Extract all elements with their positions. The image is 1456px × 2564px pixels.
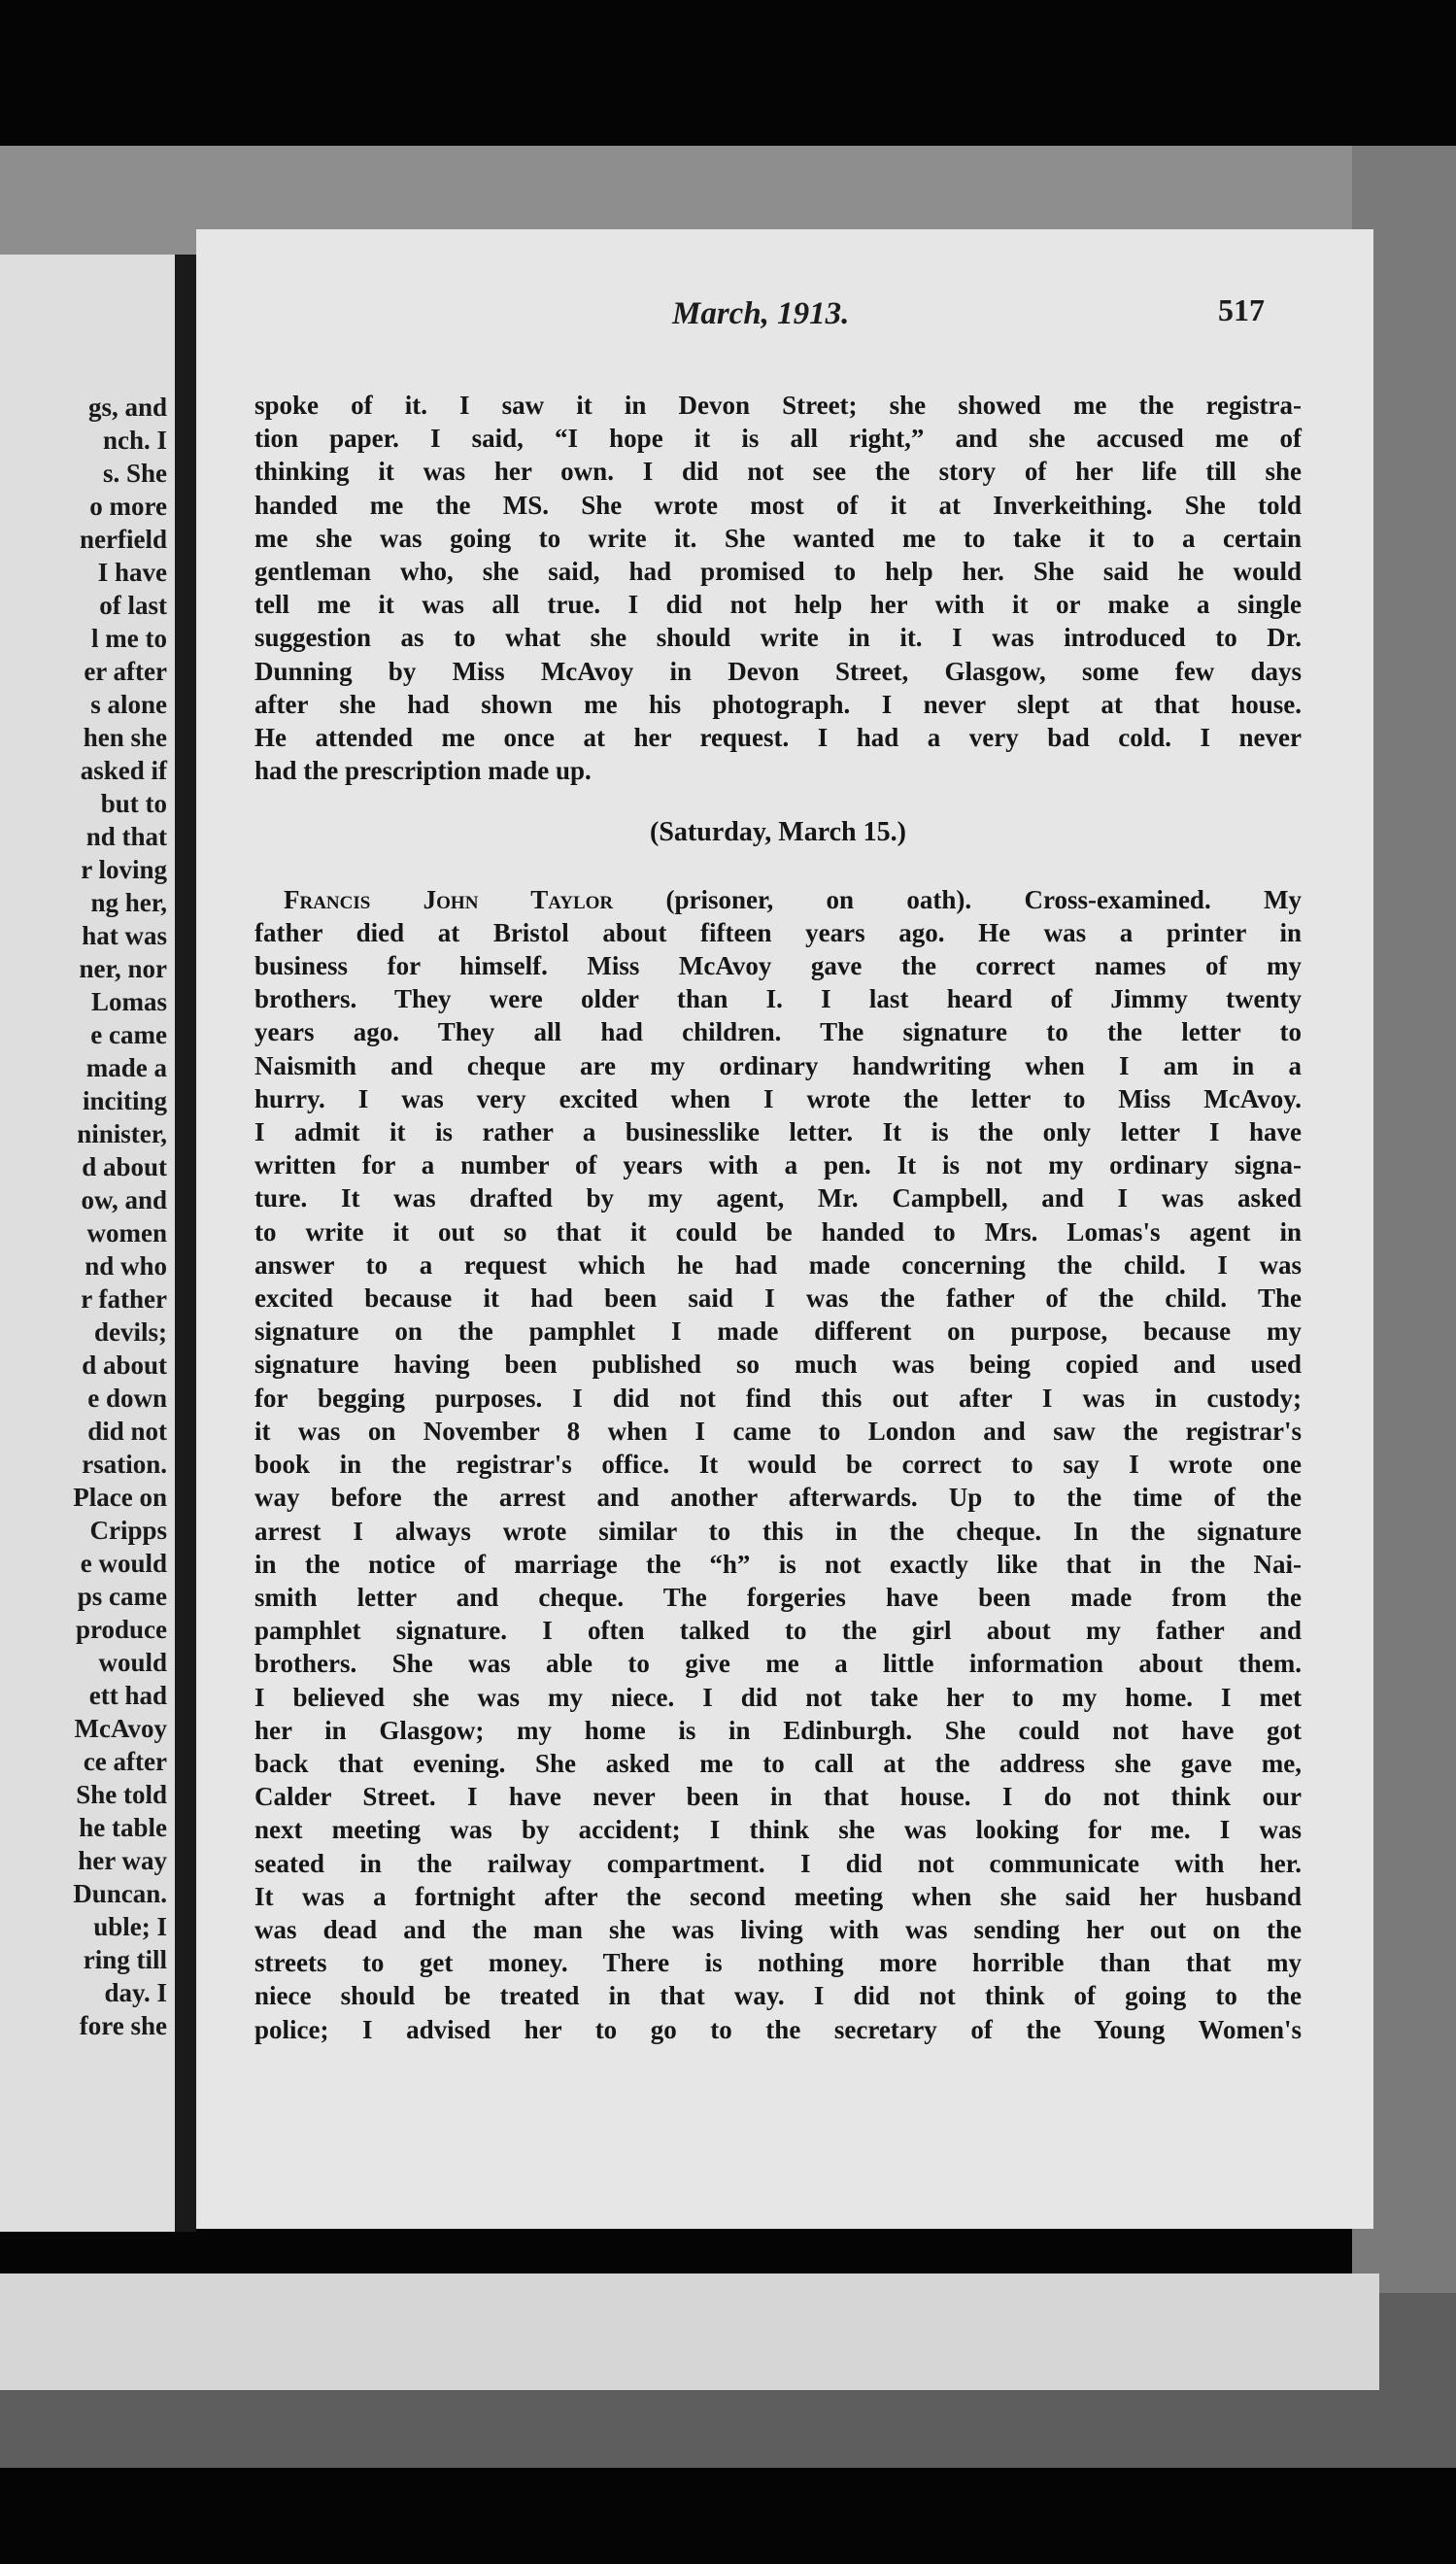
left-page-line: nd who (85, 1251, 167, 1281)
text-line: pamphlet signature. I often talked to the girl about my father and (254, 1616, 1302, 1646)
text-line: next meeting was by accident; I think she was looking for me. I was (254, 1815, 1302, 1845)
left-page-line: Cripps (89, 1516, 167, 1545)
text-line: after she had shown me his photograph. I never slept at that house. (254, 689, 1302, 719)
text-line: He attended me once at her request. I had a very bad cold. I never (254, 723, 1302, 753)
text-line: father died at Bristol about fifteen years ago. He was a printer in (254, 917, 1302, 947)
left-page-line: ng her, (90, 888, 167, 917)
left-page-line: nerfield (80, 525, 167, 554)
text-line: was dead and the man she was living with was sending her out on the (254, 1914, 1302, 1944)
text-line: arrest I always wrote similar to this in the cheque. In the signature (254, 1516, 1302, 1546)
text-line: excited because it had been said I was the father of the child. The (254, 1283, 1302, 1314)
book-gutter (175, 255, 196, 2232)
left-page-line: ring till (83, 1945, 167, 1974)
text-line: tell me it was all true. I did not help her with it or make a single (254, 590, 1302, 620)
left-page-line: l me to (91, 624, 167, 653)
text-line: seated in the railway compartment. I did not communicate with her. (254, 1848, 1302, 1878)
left-page-line: d about (82, 1152, 167, 1181)
text-line: Calder Street. I have never been in that house. I do not think our (254, 1782, 1302, 1812)
left-page-line: er after (84, 657, 167, 686)
left-page-line: would (98, 1648, 167, 1677)
left-page-line: asked if (80, 756, 167, 785)
left-page-line: r loving (81, 855, 167, 884)
text-line: niece should be treated in that way. I did not think of going to the (254, 1981, 1302, 2011)
scan-background-bottom-inner (0, 2273, 1379, 2390)
text-line: for begging purposes. I did not find this out after I was in custody; (254, 1383, 1302, 1413)
left-page-line: r father (81, 1284, 167, 1314)
text-line: I believed she was my niece. I did not take her to my home. I met (254, 1682, 1302, 1712)
left-page-line: of last (99, 591, 167, 620)
left-page-line: hen she (83, 723, 167, 752)
left-page-line: her way (78, 1846, 167, 1875)
text-line: streets to get money. There is nothing more horrible than that my (254, 1948, 1302, 1978)
text-line: spoke of it. I saw it in Devon Street; she showed me the registra- (254, 391, 1302, 420)
text-line: brothers. They were older than I. I last heard of Jimmy twenty (254, 984, 1302, 1014)
left-page-line: s alone (90, 690, 167, 719)
left-page-line: did not (87, 1417, 167, 1446)
left-page-line: fore she (79, 2011, 167, 2040)
left-page-line: e down (87, 1384, 167, 1413)
text-line: I admit it is rather a businesslike letter. It is the only letter I have (254, 1117, 1302, 1147)
text-line: police; I advised her to go to the secretary of the Young Women's (254, 2014, 1302, 2044)
text-line: handed me the MS. She wrote most of it at Inverkeithing. She told (254, 490, 1302, 520)
text-line: Dunning by Miss McAvoy in Devon Street, Glasgow, some few days (254, 656, 1302, 686)
page-number: 517 (1218, 292, 1265, 327)
left-page-line: uble; I (93, 1912, 167, 1941)
left-page-line: e came (90, 1020, 167, 1049)
text-line: her in Glasgow; my home is in Edinburgh. She could not have got (254, 1715, 1302, 1745)
text-line: signature having been published so much was being copied and used (254, 1350, 1302, 1380)
paragraph-continued (254, 389, 1302, 787)
text-line: tion paper. I said, “I hope it is all right,” and she accused me of (254, 424, 1302, 454)
text-line (254, 883, 1302, 916)
left-page-line: Duncan. (73, 1879, 167, 1908)
left-page-line: day. I (104, 1978, 167, 2007)
left-page-line: McAvoy (74, 1714, 167, 1743)
text-line: brothers. She was able to give me a little information about them. (254, 1649, 1302, 1679)
left-page-line: ninister, (77, 1119, 167, 1148)
left-page-line: She told (76, 1780, 167, 1809)
text-line: Naismith and cheque are my ordinary handwriting when I am in a (254, 1050, 1302, 1080)
text-line: signature on the pamphlet I made different on purpose, because my (254, 1316, 1302, 1347)
left-page-line: e would (80, 1549, 167, 1578)
text-line: had the prescription made up. (254, 756, 592, 786)
text-line: smith letter and cheque. The forgeries have been made from the (254, 1582, 1302, 1612)
paragraph-testimony (254, 883, 1302, 2046)
left-page-line: ett had (88, 1681, 167, 1710)
text-line: business for himself. Miss McAvoy gave the correct names of my (254, 951, 1302, 981)
text-line: It was a fortnight after the second meeting when she said her husband (254, 1881, 1302, 1911)
left-page-line: Lomas (90, 987, 167, 1016)
left-page-line: hat was (82, 921, 167, 950)
text-line: thinking it was her own. I did not see the story of her life till she (254, 457, 1302, 487)
witness-name: Francis John Taylor (284, 884, 614, 914)
text-line: it was on November 8 when I came to London and saw the registrar's (254, 1416, 1302, 1446)
left-page-line: ner, nor (79, 954, 167, 983)
left-page-line: s. She (102, 459, 167, 488)
left-page-line: I have (97, 558, 167, 587)
left-page-line: d about (82, 1350, 167, 1380)
left-page-line: nch. I (102, 426, 167, 455)
page-header (254, 292, 1265, 345)
left-page-line: ce after (83, 1747, 167, 1776)
text-line: written for a number of years with a pen. It is not my ordinary signa- (254, 1150, 1302, 1180)
running-title: March, 1913. (672, 296, 850, 331)
left-page-line: produce (75, 1615, 167, 1644)
left-page-line: rsation. (82, 1450, 167, 1479)
witness-intro: (prisoner, on oath). Cross-examined. My (613, 884, 1302, 914)
text-line: hurry. I was very excited when I wrote the letter to Miss McAvoy. (254, 1083, 1302, 1113)
dateline: (Saturday, March 15.) (650, 817, 906, 848)
left-page-line: Place on (73, 1483, 167, 1512)
page-text (254, 389, 1302, 2046)
left-page-line: he table (79, 1813, 167, 1842)
left-page-line: devils; (93, 1317, 167, 1347)
text-line: years ago. They all had children. The signature to the letter to (254, 1017, 1302, 1047)
left-page-line: inciting (82, 1086, 167, 1115)
left-page-line: made a (85, 1053, 167, 1082)
left-page-line: ps came (77, 1582, 167, 1611)
text-line: ture. It was drafted by my agent, Mr. Campbell, and I was asked (254, 1183, 1302, 1214)
left-page (0, 255, 175, 2232)
left-page-line: but to (100, 789, 167, 818)
text-line: book in the registrar's office. It would be correct to say I wrote one (254, 1450, 1302, 1480)
text-line: way before the arrest and another afterwards. Up to the time of the (254, 1483, 1302, 1513)
text-line: gentleman who, she said, had promised to help her. She said he would (254, 557, 1302, 587)
left-page-line: gs, and (87, 393, 167, 422)
text-line: suggestion as to what she should write in it. I was introduced to Dr. (254, 623, 1302, 653)
text-line: me she was going to write it. She wanted me to take it to a certain (254, 523, 1302, 553)
left-page-line: women (86, 1218, 167, 1248)
text-line: in the notice of marriage the “h” is not exactly like that in the Nai- (254, 1549, 1302, 1579)
text-line: to write it out so that it could be handed to Mrs. Lomas's agent in (254, 1216, 1302, 1247)
left-page-text-column (0, 391, 167, 2042)
text-line: answer to a request which he had made concerning the child. I was (254, 1249, 1302, 1280)
left-page-line: nd that (85, 822, 167, 851)
left-page-line: o more (89, 492, 167, 521)
paragraph-testimony-body (254, 916, 1302, 2046)
left-page-line: ow, and (81, 1185, 167, 1214)
text-line: back that evening. She asked me to call at the address she gave me, (254, 1748, 1302, 1778)
